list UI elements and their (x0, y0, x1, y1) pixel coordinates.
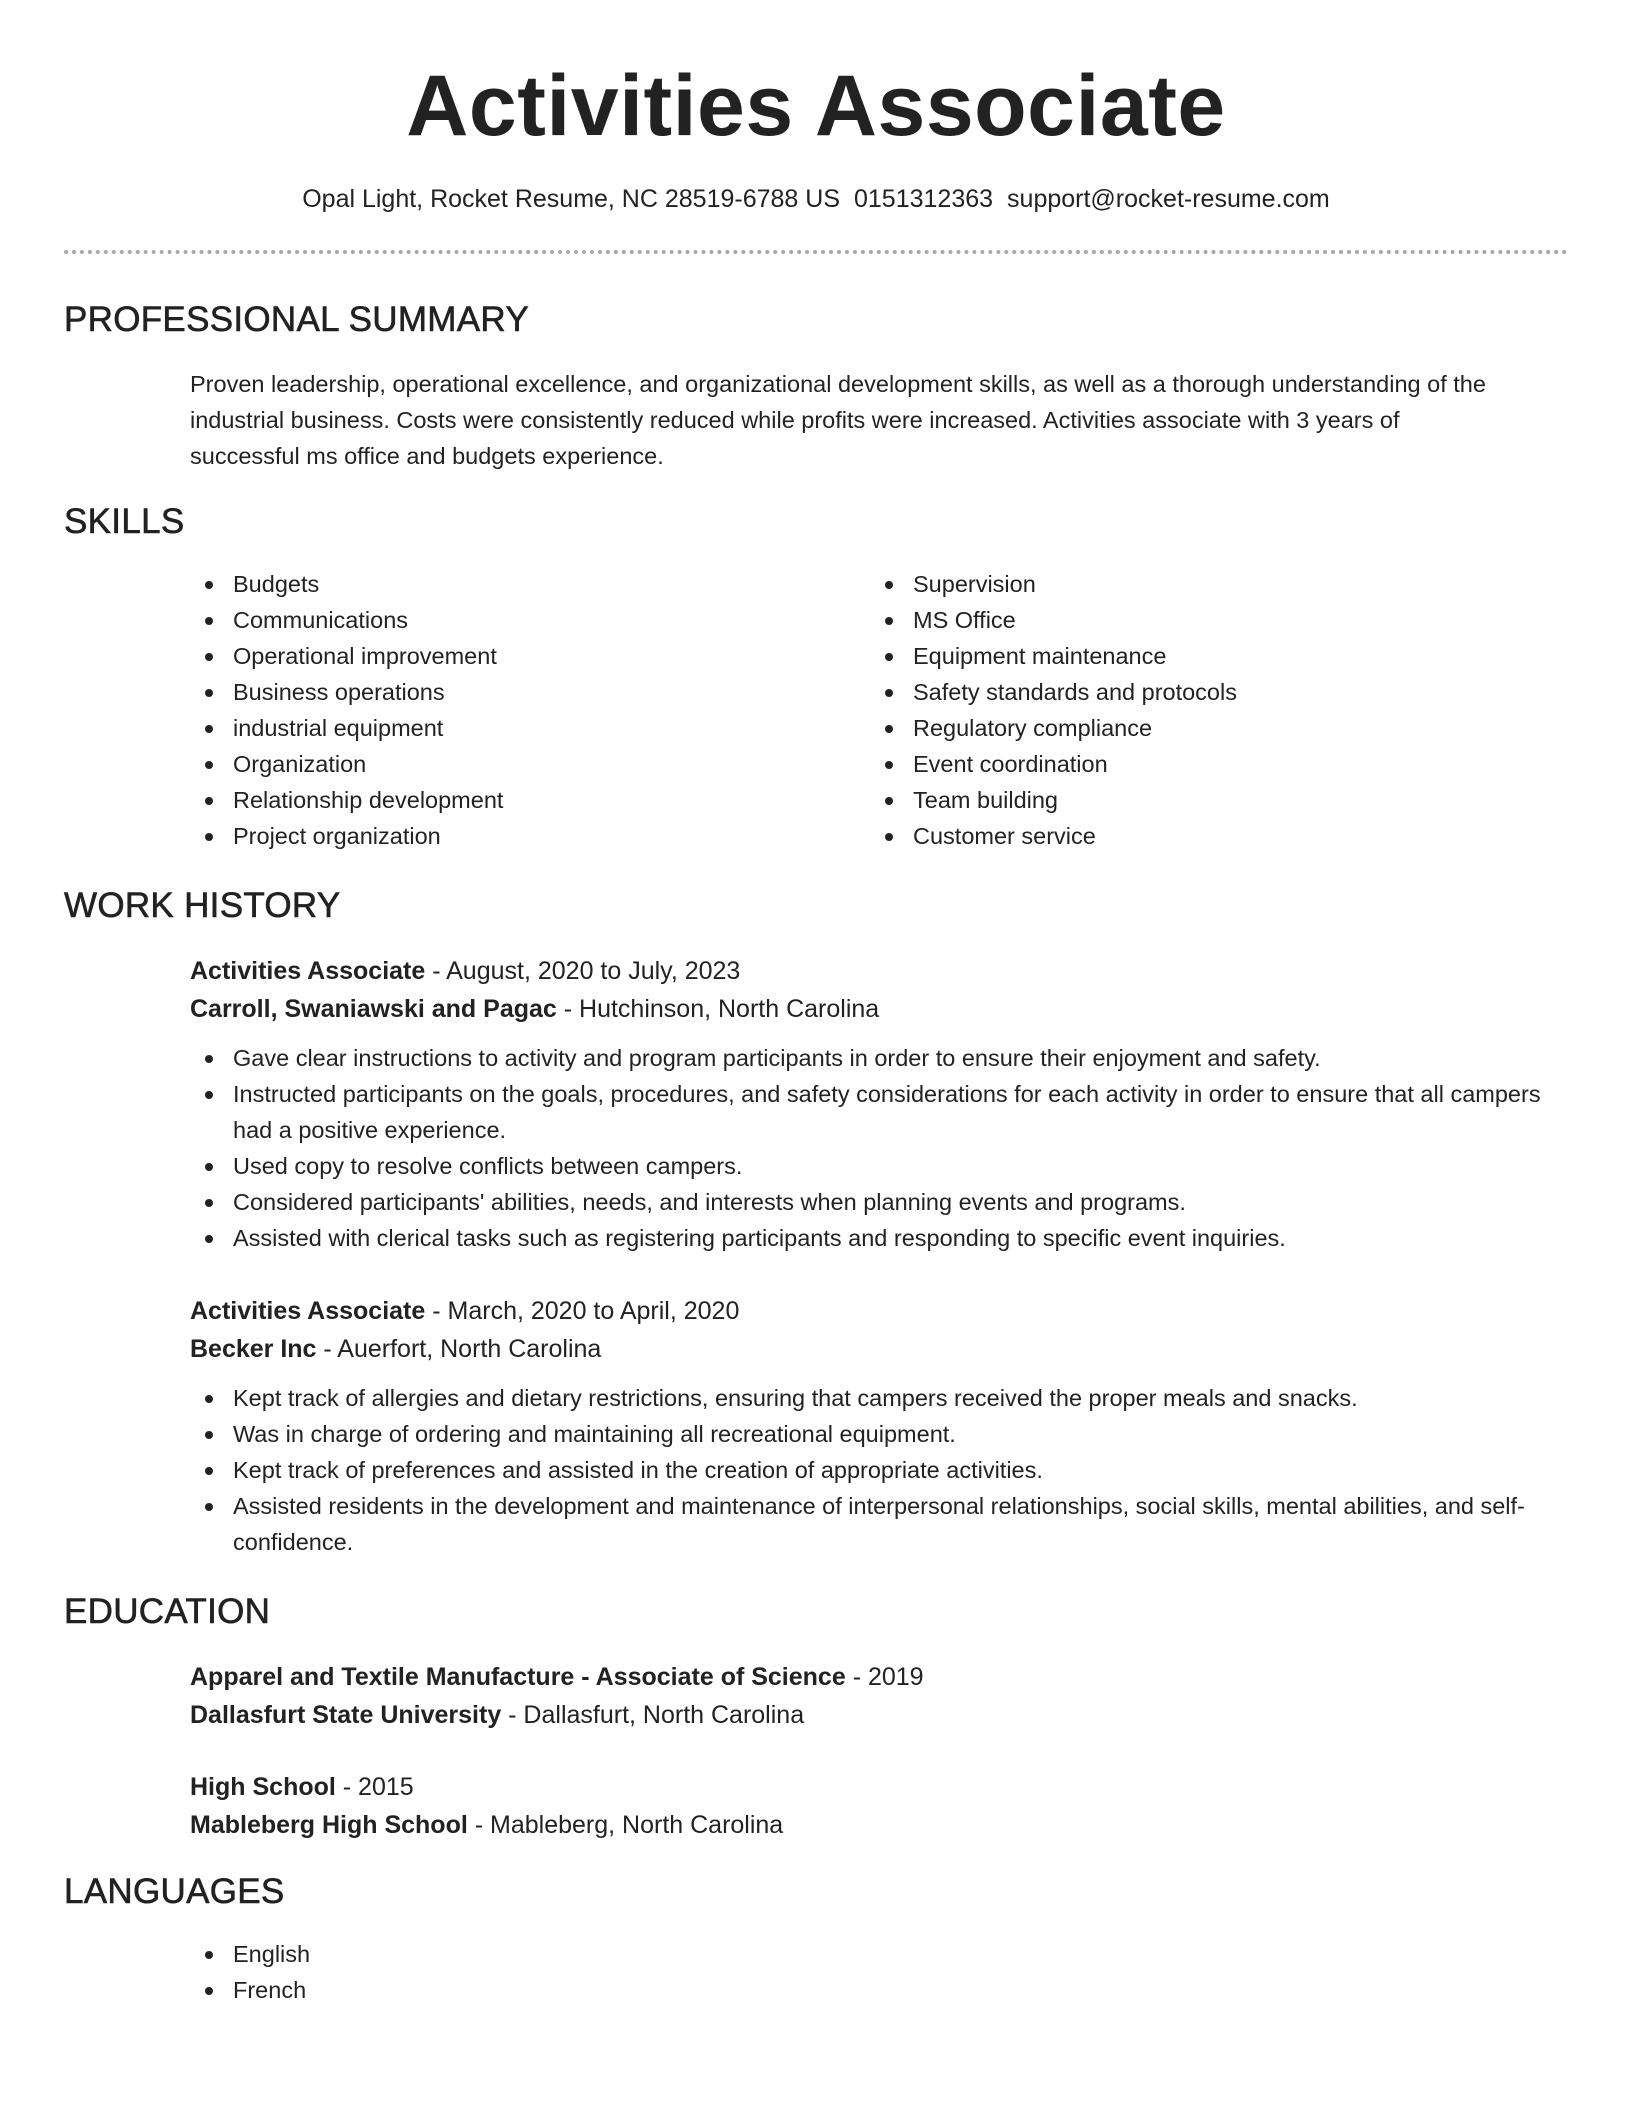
education-school-line (190, 1806, 1570, 1844)
skill-item: Supervision (870, 566, 1530, 602)
job-title: Activities Associate (190, 957, 426, 985)
job-title-line (190, 952, 1570, 990)
job-bullet: Kept track of preferences and assisted in the creation of appropriate activities. (190, 1452, 1570, 1488)
skills-column-right (870, 566, 1530, 854)
skill-item: Operational improvement (190, 638, 850, 674)
contact-address: Opal Light, Rocket Resume, NC 28519-6788 US (302, 185, 840, 213)
contact-phone: 0151312363 (854, 185, 994, 213)
skill-item: MS Office (870, 602, 1530, 638)
work-heading: WORK HISTORY (64, 886, 341, 925)
job-title-line (190, 1292, 1570, 1330)
skill-item: Team building (870, 782, 1530, 818)
job-bullet: Gave clear instructions to activity and program participants in order to ensure their enjoyment and safety. (190, 1040, 1570, 1076)
job-dates: - August, 2020 to July, 2023 (425, 957, 741, 985)
job-location: - Hutchinson, North Carolina (556, 995, 880, 1023)
skill-item: Customer service (870, 818, 1530, 854)
job-bullet: Was in charge of ordering and maintaining all recreational equipment. (190, 1416, 1570, 1452)
summary-line: industrial business. Costs were consistently reduced while profits were increased. Activities associate with 3 years of (190, 407, 1400, 433)
job-company-line (190, 1330, 1570, 1368)
education-school-line (190, 1696, 1570, 1734)
job-location: - Auerfort, North Carolina (316, 1335, 602, 1363)
education-year: - 2019 (845, 1663, 924, 1691)
skill-item: Equipment maintenance (870, 638, 1530, 674)
job-company: Carroll, Swaniawski and Pagac (190, 995, 557, 1023)
summary-line: Proven leadership, operational excellence, and organizational development skills, as well as a thorough understanding of the (190, 371, 1486, 397)
job-bullet: Considered participants' abilities, needs, and interests when planning events and programs. (190, 1184, 1570, 1220)
education-location: - Dallasfurt, North Carolina (501, 1701, 805, 1729)
education-entry (190, 1658, 1570, 1734)
skill-item: Regulatory compliance (870, 710, 1530, 746)
skill-item: Business operations (190, 674, 850, 710)
language-item: English (190, 1936, 1570, 1972)
job-company: Becker Inc (190, 1335, 317, 1363)
job-company-line (190, 990, 1570, 1028)
summary-heading: PROFESSIONAL SUMMARY (64, 300, 529, 339)
skill-item: Relationship development (190, 782, 850, 818)
education-school: Mableberg High School (190, 1811, 468, 1839)
education-degree: High School (190, 1773, 336, 1801)
skill-item: Project organization (190, 818, 850, 854)
skill-item: industrial equipment (190, 710, 850, 746)
education-degree-line (190, 1768, 1570, 1806)
language-item: French (190, 1972, 1570, 2008)
skill-item: Organization (190, 746, 850, 782)
skill-item: Safety standards and protocols (870, 674, 1530, 710)
contact-line (0, 182, 1632, 216)
education-entry (190, 1768, 1570, 1844)
summary-text (190, 366, 1570, 474)
education-year: - 2015 (335, 1773, 414, 1801)
contact-email: support@rocket-resume.com (1007, 185, 1330, 213)
job-bullet: Kept track of allergies and dietary restrictions, ensuring that campers received the proper meals and snacks. (190, 1380, 1570, 1416)
languages-heading: LANGUAGES (64, 1872, 285, 1911)
job-bullets (190, 1040, 1570, 1256)
summary-line: successful ms office and budgets experience. (190, 443, 664, 469)
work-entry (190, 952, 1570, 1256)
skills-heading: SKILLS (64, 502, 185, 541)
job-bullet: Assisted residents in the development and maintenance of interpersonal relationships, social skills, mental abilities, and self-confidence. (190, 1488, 1570, 1560)
job-bullet: Assisted with clerical tasks such as registering participants and responding to specific event inquiries. (190, 1220, 1570, 1256)
education-degree-line (190, 1658, 1570, 1696)
education-location: - Mableberg, North Carolina (467, 1811, 784, 1839)
languages-list (190, 1936, 1570, 2008)
education-heading: EDUCATION (64, 1592, 271, 1631)
candidate-name: Activities Associate (406, 58, 1226, 154)
job-bullet: Instructed participants on the goals, procedures, and safety considerations for each activity in order to ensure that all campers had a positive experience. (190, 1076, 1570, 1148)
job-bullets (190, 1380, 1570, 1560)
job-bullet: Used copy to resolve conflicts between campers. (190, 1148, 1570, 1184)
skill-item: Communications (190, 602, 850, 638)
job-title: Activities Associate (190, 1297, 426, 1325)
job-dates: - March, 2020 to April, 2020 (425, 1297, 740, 1325)
skill-item: Budgets (190, 566, 850, 602)
education-school: Dallasfurt State University (190, 1701, 502, 1729)
header-divider (64, 250, 1568, 254)
skills-column-left (190, 566, 850, 854)
skill-item: Event coordination (870, 746, 1530, 782)
education-degree: Apparel and Textile Manufacture - Associate of Science (190, 1663, 846, 1691)
work-entry (190, 1292, 1570, 1560)
